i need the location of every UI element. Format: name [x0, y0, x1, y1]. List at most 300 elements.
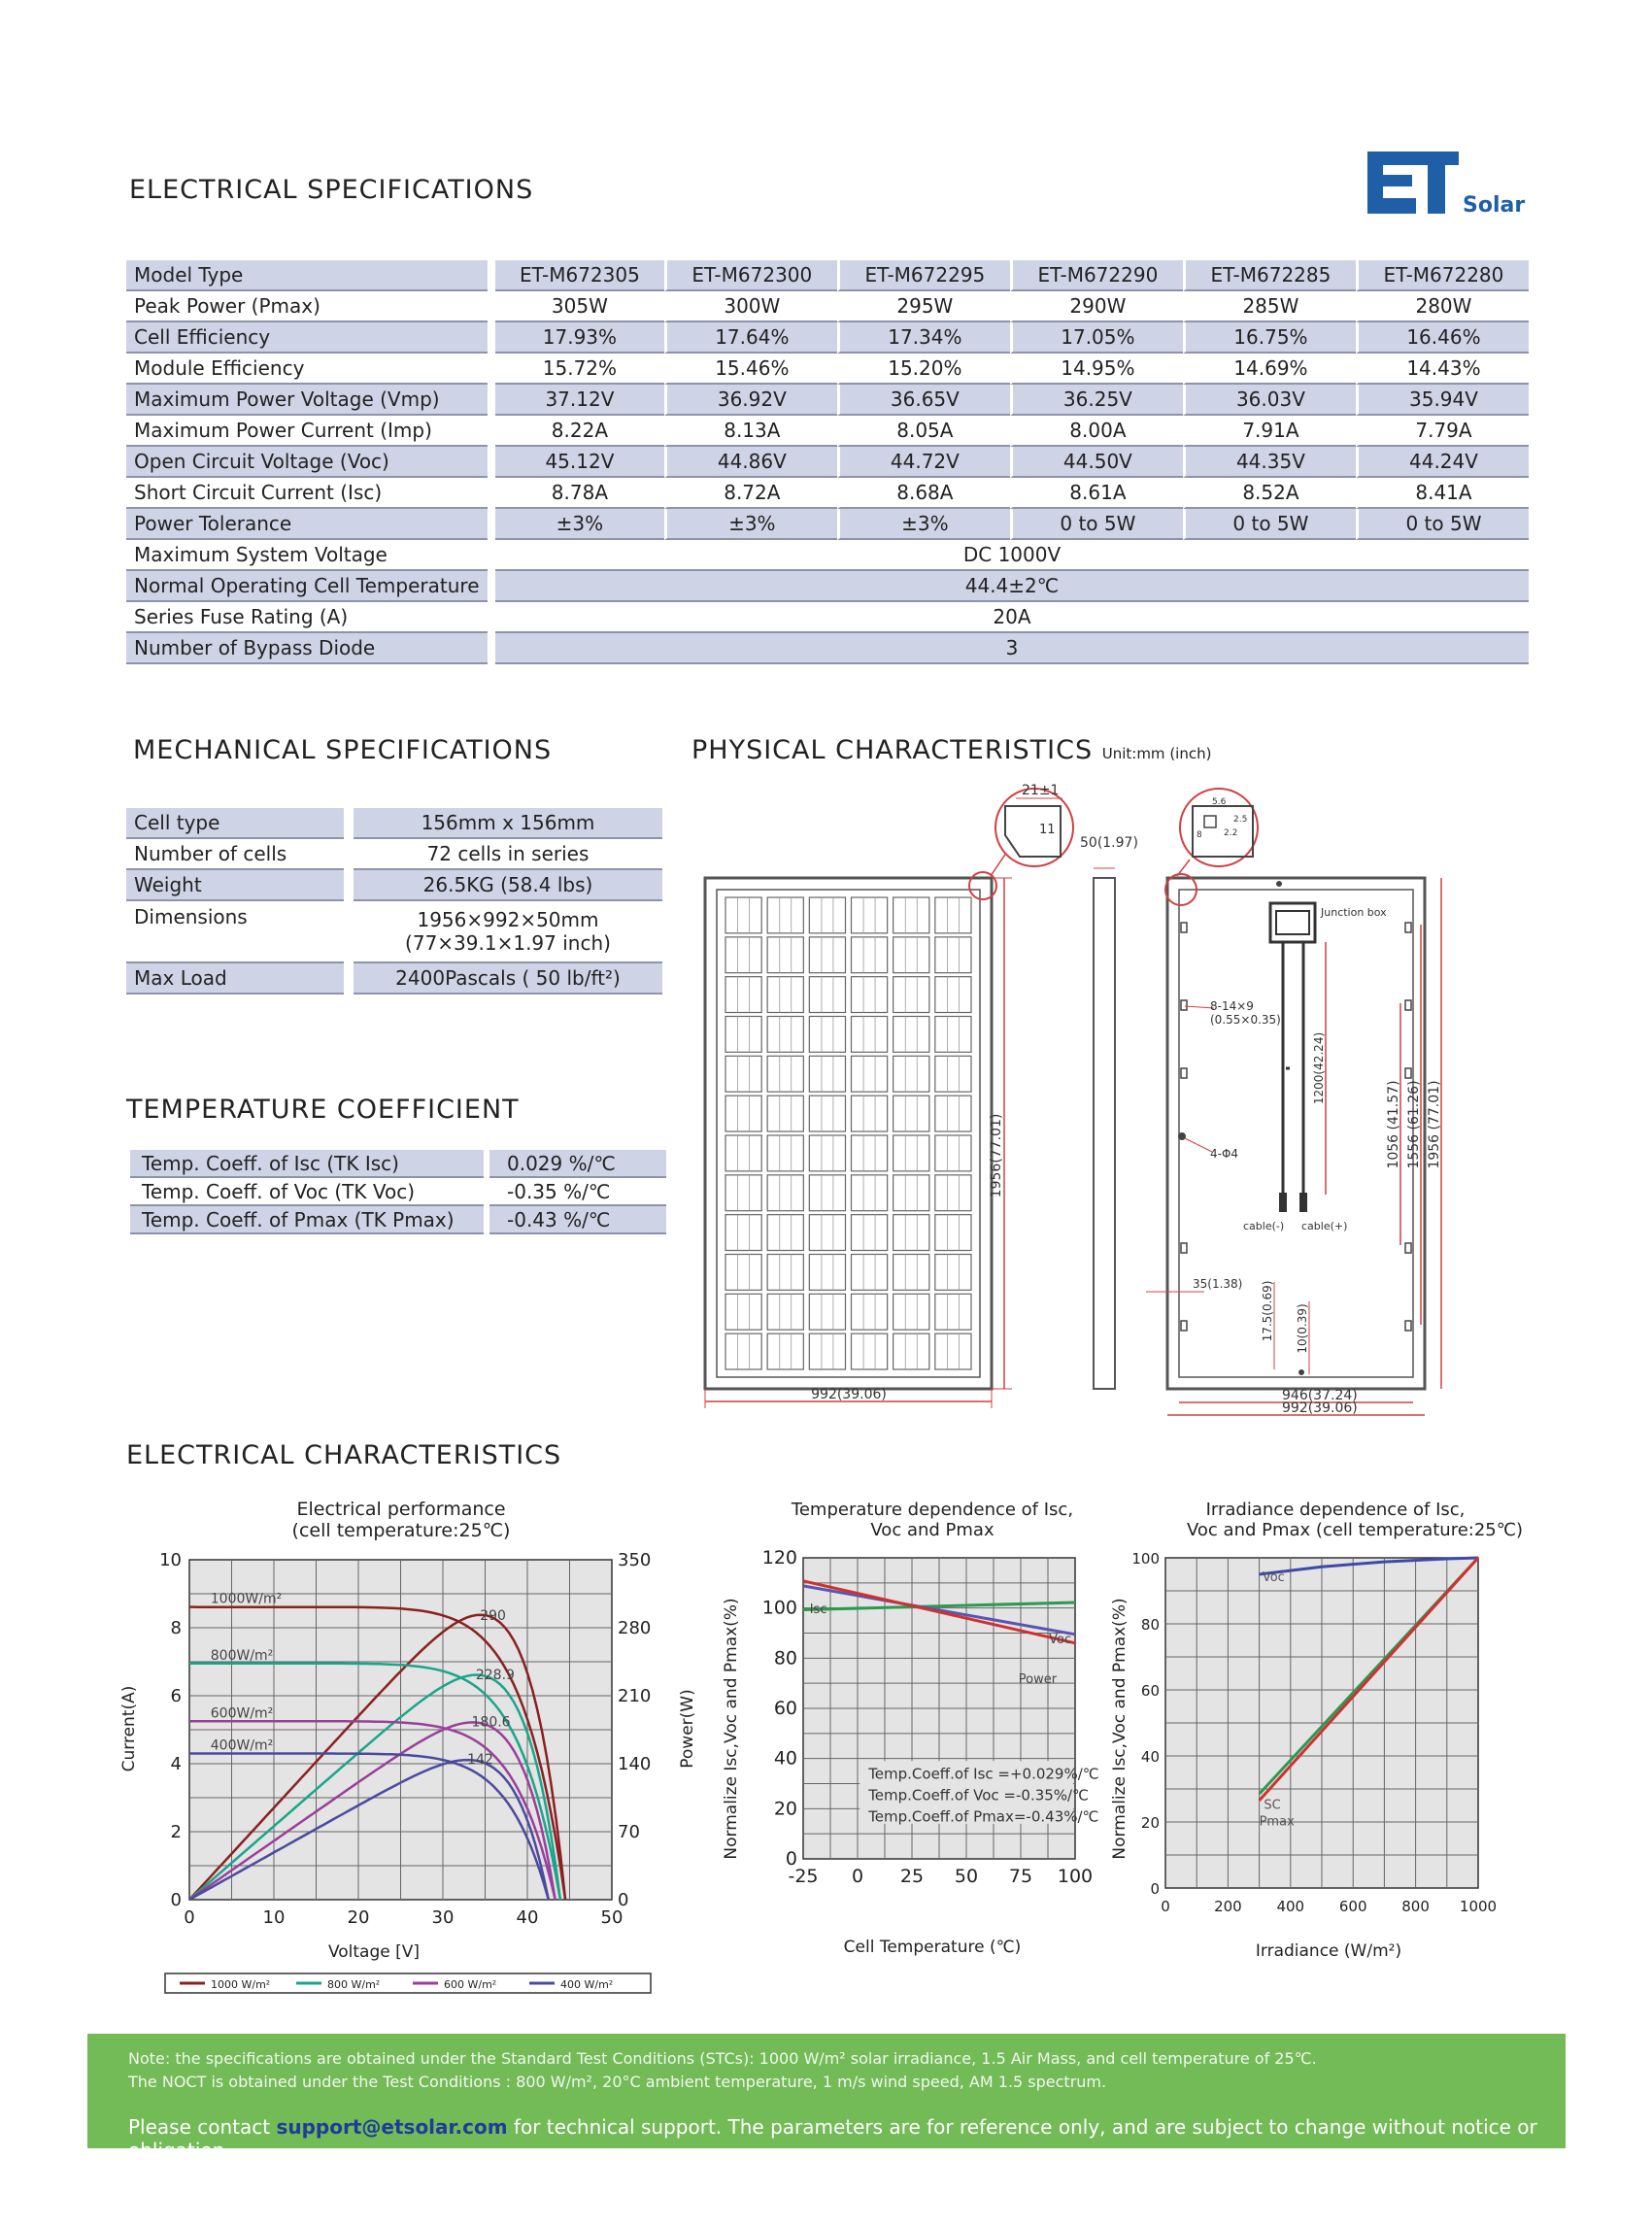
x-tick-label: 20 [347, 1907, 370, 1928]
electrical-performance-chart [107, 1496, 697, 2001]
irradiance-curve-label: 1000W/m² [210, 1591, 283, 1607]
solar-cell [725, 897, 761, 933]
footer-banner [87, 2034, 1566, 2162]
solar-cell [725, 1135, 761, 1171]
mech-gap [344, 808, 354, 839]
x-tick-label: 40 [516, 1907, 539, 1928]
solar-cell [935, 1135, 971, 1171]
spec-value: 36.03V [1183, 385, 1356, 416]
irradiance-dependence-chart [1107, 1496, 1534, 1962]
solar-cell [725, 1096, 761, 1131]
solar-cell [852, 1175, 888, 1211]
spec-gap [488, 322, 495, 354]
solar-cell [893, 1056, 929, 1092]
back-corner-dim-b: 8 [1197, 830, 1202, 840]
solar-cell [725, 1017, 761, 1053]
temp-coeff-label: Temp. Coeff. of Pmax (TK Pmax) [130, 1206, 484, 1234]
logo-word: Solar [1463, 193, 1526, 218]
solar-cell [725, 1175, 761, 1211]
spec-label: Series Fuse Rating (A) [126, 602, 488, 633]
x-tick-label: 0 [1161, 1898, 1170, 1915]
edge-35-dim: 35(1.38) [1193, 1277, 1243, 1291]
legend-label: 1000 W/m² [211, 1978, 271, 1991]
y-tick-label: 80 [1140, 1616, 1160, 1634]
spec-label: Model Type [126, 260, 488, 291]
solar-cell [852, 977, 888, 1013]
y-tick-label: 120 [761, 1547, 797, 1568]
y-tick-label: 20 [1140, 1814, 1160, 1832]
spec-value: 37.12V [495, 385, 664, 416]
legend-label: 600 W/m² [444, 1978, 497, 1991]
logo-t-shape [1416, 152, 1459, 214]
slot-dim: 8-14×9 [1210, 999, 1254, 1013]
spec-value: 290W [1010, 291, 1183, 322]
solar-cell [893, 1096, 929, 1131]
spec-row [126, 447, 1529, 478]
x-tick-label: -25 [788, 1866, 819, 1887]
x-tick-label: 10 [262, 1907, 286, 1928]
solar-cell [935, 937, 971, 973]
spec-row [126, 633, 1529, 664]
solar-cell [767, 1215, 803, 1251]
spec-label: Cell Efficiency [126, 322, 488, 354]
spec-value: 45.12V [495, 447, 664, 478]
solar-cell [809, 1333, 845, 1369]
chart2-ylabel: Normalize Isc,Voc and Pmax(%) [722, 1598, 741, 1860]
spec-value: 17.34% [837, 322, 1010, 354]
model-name: ET-M672295 [837, 260, 1010, 291]
temperature-dependence-chart [680, 1496, 1099, 1962]
y2-tick-label: 140 [618, 1754, 652, 1774]
spec-value: ±3% [495, 509, 664, 540]
front-width-dim: 992(39.06) [811, 1387, 887, 1402]
spec-gap [488, 416, 495, 447]
spec-value: 8.72A [664, 478, 837, 509]
logo-e-shape [1367, 152, 1416, 214]
spec-value: 7.79A [1356, 416, 1529, 447]
x-tick-label: 30 [431, 1907, 455, 1928]
solar-cell [893, 1215, 929, 1251]
temp-coeff-row [130, 1178, 666, 1206]
spec-value: 305W [495, 291, 664, 322]
spec-value: 16.75% [1183, 322, 1356, 354]
spec-value: 8.13A [664, 416, 837, 447]
y-tick-label: 0 [170, 1890, 182, 1910]
solar-cell [852, 1215, 888, 1251]
peak-power-label: 142 [467, 1752, 493, 1768]
spec-value: ±3% [837, 509, 1010, 540]
spec-gap [488, 447, 495, 478]
spec-gap [488, 478, 495, 509]
mech-label: Dimensions [126, 901, 344, 963]
spec-value: 16.46% [1356, 322, 1529, 354]
solar-cell [725, 1333, 761, 1369]
x-tick-label: 50 [600, 1907, 624, 1928]
y-tick-label: 2 [170, 1822, 182, 1842]
chart2-subtitle: Voc and Pmax [870, 1520, 995, 1540]
spec-value: 8.22A [495, 416, 664, 447]
front-height-dim: 1956(77.01) [989, 1113, 1004, 1198]
solar-cell [809, 937, 845, 973]
corner-dim-b: 11 [1039, 823, 1056, 837]
y-tick-label: 100 [1131, 1550, 1160, 1568]
spec-row [126, 291, 1529, 322]
mech-value: 156mm x 156mm [354, 808, 662, 839]
legend-label: 800 W/m² [327, 1978, 381, 1991]
solar-cell [893, 977, 929, 1013]
spec-value: 14.95% [1010, 354, 1183, 385]
y2-tick-label: 350 [618, 1550, 652, 1570]
y-tick-label: 8 [170, 1618, 182, 1638]
spec-value: 17.05% [1010, 322, 1183, 354]
solar-cell [809, 897, 845, 933]
temp-coeff-value: -0.35 %/℃ [489, 1178, 666, 1206]
solar-cell [725, 1294, 761, 1330]
back-corner-dim-c: 2.2 [1224, 828, 1238, 838]
mechanical-specs-table [126, 808, 662, 995]
electrical-chars-heading: ELECTRICAL CHARACTERISTICS [126, 1440, 562, 1470]
x-tick-label: 600 [1338, 1898, 1367, 1915]
solar-cell [935, 977, 971, 1013]
chart3-title: Irradiance dependence of Isc, [1205, 1500, 1466, 1520]
irradiance-curve-label: 400W/m² [210, 1737, 274, 1754]
x-tick-label: 0 [851, 1866, 864, 1887]
spec-value: 8.00A [1010, 416, 1183, 447]
spec-value: 14.69% [1183, 354, 1356, 385]
series-label: Power [1018, 1672, 1058, 1688]
solar-cell [809, 1255, 845, 1291]
spec-row-model-type [126, 260, 1529, 291]
spec-label: Maximum System Voltage [126, 540, 488, 571]
solar-cell [809, 1096, 845, 1131]
mech-row [126, 901, 662, 963]
cable-length-dim: 1200(42.24) [1312, 1031, 1326, 1105]
spec-label: Number of Bypass Diode [126, 633, 488, 664]
chart2-title: Temperature dependence of Isc, [791, 1500, 1074, 1520]
series-label: Voc [1049, 1632, 1072, 1647]
solar-cell [893, 897, 929, 933]
model-name: ET-M672285 [1183, 260, 1356, 291]
cable-positive-label: cable(+) [1301, 1220, 1348, 1232]
spec-gap [488, 602, 495, 633]
slot-dim-inch: (0.55×0.35) [1210, 1013, 1281, 1027]
y-tick-label: 100 [761, 1597, 797, 1619]
mech-label: Weight [126, 870, 344, 901]
mech-gap [344, 839, 354, 870]
mech-row [126, 963, 662, 995]
side-view [1080, 835, 1138, 1389]
width-946-dim: 946(37.24) [1282, 1388, 1358, 1403]
solar-cell [935, 1096, 971, 1131]
y-tick-label: 0 [1150, 1880, 1160, 1898]
spec-label: Maximum Power Current (Imp) [126, 416, 488, 447]
chart1-title: Electrical performance [296, 1499, 506, 1520]
solar-cell [809, 1215, 845, 1251]
junction-box-label: Junction box [1321, 906, 1387, 919]
solar-cell [893, 1017, 929, 1053]
series-label: Isc [809, 1602, 827, 1617]
solar-cell [935, 1294, 971, 1330]
spec-value: 7.91A [1183, 416, 1356, 447]
chart2-xlabel: Cell Temperature (℃) [843, 1938, 1022, 1957]
x-tick-label: 75 [1008, 1866, 1033, 1887]
temp-coeff-label: Temp. Coeff. of Voc (TK Voc) [130, 1178, 484, 1206]
footer-note-stc: Note: the specifications are obtained under the Standard Test Conditions (STCs): 1000 W/m² solar irradiance, 1.5 Air Mass, and cell temperature of 25℃. [128, 2049, 1317, 2068]
x-tick-label: 0 [184, 1907, 195, 1928]
back-corner-dim-a: 5.6 [1212, 797, 1227, 807]
back-corner-dim-d: 2.5 [1233, 815, 1248, 825]
et-solar-logo [1360, 146, 1534, 223]
spec-row [126, 602, 1529, 633]
solar-cell [725, 1056, 761, 1092]
spec-value: 0 to 5W [1356, 509, 1529, 540]
solar-cell [935, 1255, 971, 1291]
logo-mark [1360, 146, 1534, 223]
spec-value: 8.61A [1010, 478, 1183, 509]
solar-cell [852, 1255, 888, 1291]
spec-value: 17.93% [495, 322, 664, 354]
y-tick-label: 4 [170, 1754, 182, 1774]
solar-cell [725, 977, 761, 1013]
footer-contact [128, 2115, 1566, 2162]
solar-cell [852, 897, 888, 933]
spec-label: Open Circuit Voltage (Voc) [126, 447, 488, 478]
model-name: ET-M672280 [1356, 260, 1529, 291]
spec-value: 8.05A [837, 416, 1010, 447]
solar-cell [767, 1333, 803, 1369]
spec-label: Short Circuit Current (Isc) [126, 478, 488, 509]
solar-cell [852, 1056, 888, 1092]
solar-cell [893, 1135, 929, 1171]
spec-value: 20A [495, 602, 1529, 633]
support-email-link[interactable]: support@etsolar.com [276, 2115, 508, 2139]
irradiance-curve-label: 600W/m² [210, 1705, 274, 1722]
legend-label: 400 W/m² [560, 1978, 614, 1991]
x-tick-label: 50 [954, 1866, 979, 1887]
solar-cell [893, 937, 929, 973]
mech-label: Number of cells [126, 839, 344, 870]
y-tick-label: 80 [773, 1647, 797, 1670]
spec-gap [488, 540, 495, 571]
mech-value-line1: 1956×992×50mm [417, 908, 599, 931]
solar-cell [767, 977, 803, 1013]
x-tick-label: 400 [1276, 1898, 1305, 1915]
mech-value [354, 901, 662, 963]
spec-value: 44.50V [1010, 447, 1183, 478]
physical-unit: Unit:mm (inch) [1101, 745, 1212, 762]
x-tick-label: 800 [1401, 1898, 1430, 1915]
irradiance-curve-label: 800W/m² [210, 1647, 274, 1664]
solar-cell [893, 1255, 929, 1291]
spec-label: Maximum Power Voltage (Vmp) [126, 385, 488, 416]
solar-cell [767, 1255, 803, 1291]
mech-label: Max Load [126, 963, 344, 995]
solar-cell [852, 937, 888, 973]
spec-gap [488, 571, 495, 602]
solar-cell [809, 1056, 845, 1092]
spec-value: 44.4±2℃ [495, 571, 1529, 602]
cable-negative-label: cable(-) [1243, 1220, 1285, 1232]
chart1-ylabel: Current(A) [119, 1685, 139, 1772]
y2-tick-label: 280 [618, 1618, 652, 1638]
solar-cell [893, 1333, 929, 1369]
x-tick-label: 1000 [1459, 1898, 1498, 1915]
footer-note-noct: The NOCT is obtained under the Test Conditions : 800 W/m², 20°C ambient temperature, 1 m/s wind speed, AM 1.5 spectrum. [128, 2073, 1107, 2091]
mount-1556-dim: 1556 (61.26) [1406, 1080, 1422, 1169]
temp-coeff-label: Temp. Coeff. of Isc (TK Isc) [130, 1150, 484, 1178]
mech-row [126, 839, 662, 870]
solar-cell [767, 937, 803, 973]
spec-row [126, 416, 1529, 447]
spec-value: DC 1000V [495, 540, 1529, 571]
spec-value: 285W [1183, 291, 1356, 322]
mech-value: 72 cells in series [354, 839, 662, 870]
mech-label: Cell type [126, 808, 344, 839]
solar-cell [767, 1294, 803, 1330]
x-tick-label: 100 [1057, 1866, 1094, 1887]
y-tick-label: 60 [1140, 1682, 1160, 1700]
mechanical-specs-heading: MECHANICAL SPECIFICATIONS [133, 735, 553, 765]
temp-coeff-value: -0.43 %/℃ [489, 1206, 666, 1234]
temp-coeff-value: 0.029 %/℃ [489, 1150, 666, 1178]
solar-cell [852, 1333, 888, 1369]
y-tick-label: 0 [785, 1848, 797, 1870]
solar-cell [725, 937, 761, 973]
spec-label: Module Efficiency [126, 354, 488, 385]
y-tick-label: 10 [159, 1550, 182, 1570]
ground-hole-dim: 4-Φ4 [1210, 1147, 1239, 1161]
peak-power-label: 290 [480, 1608, 506, 1624]
y-tick-label: 40 [773, 1747, 797, 1770]
solar-cell [852, 1294, 888, 1330]
spec-value: 8.52A [1183, 478, 1356, 509]
spec-value: ±3% [664, 509, 837, 540]
solar-cell [809, 1017, 845, 1053]
y-tick-label: 20 [773, 1798, 797, 1820]
contact-suffix: for technical support. The parameters are for reference only, and are subject to change without notice or obligation. [128, 2115, 1537, 2162]
solar-cell [935, 1017, 971, 1053]
model-name: ET-M672305 [495, 260, 664, 291]
spec-value: 0 to 5W [1010, 509, 1183, 540]
y2-tick-label: 210 [618, 1686, 652, 1706]
back-height-dim: 1956 (77.01) [1427, 1080, 1442, 1169]
model-name: ET-M672300 [664, 260, 837, 291]
corner-dim-a: 21±1 [1022, 783, 1060, 798]
temp-coeff-table [130, 1150, 666, 1234]
spec-gap [488, 385, 495, 416]
spec-gap [488, 633, 495, 664]
chart3-ylabel: Normalize Isc,Voc and Pmax(%) [1110, 1598, 1129, 1860]
chart1-subtitle: (cell temperature:25℃) [291, 1520, 511, 1541]
spec-row [126, 385, 1529, 416]
spec-row [126, 540, 1529, 571]
series-label: Voc [1262, 1569, 1285, 1585]
spec-value: 44.86V [664, 447, 837, 478]
spec-value: 15.20% [837, 354, 1010, 385]
y-tick-label: 6 [170, 1686, 182, 1706]
solar-cell [767, 1017, 803, 1053]
solar-cell [767, 1135, 803, 1171]
solar-cell [809, 1135, 845, 1171]
peak-power-label: 228.9 [475, 1668, 515, 1684]
back-width-dim: 992(39.06) [1282, 1400, 1358, 1416]
spec-label: Normal Operating Cell Temperature [126, 571, 488, 602]
spec-value: 0 to 5W [1183, 509, 1356, 540]
spec-value: 36.92V [664, 385, 837, 416]
x-tick-label: 200 [1214, 1898, 1242, 1915]
spec-value: 36.65V [837, 385, 1010, 416]
spec-value: 35.94V [1356, 385, 1529, 416]
thickness-dim: 50(1.97) [1080, 835, 1138, 851]
y2-tick-label: 0 [618, 1890, 629, 1910]
physical-heading [691, 735, 1211, 765]
peak-power-label: 180.6 [471, 1714, 511, 1731]
solar-cell [809, 1175, 845, 1211]
spec-value: 280W [1356, 291, 1529, 322]
spec-row [126, 354, 1529, 385]
spec-value: 44.35V [1183, 447, 1356, 478]
series-label: SC [1264, 1798, 1281, 1813]
y-tick-label: 40 [1140, 1748, 1160, 1766]
solar-cell [809, 977, 845, 1013]
temp-coeff-row [130, 1206, 666, 1234]
x-tick-label: 25 [899, 1866, 925, 1887]
spec-row [126, 509, 1529, 540]
spec-gap [488, 260, 495, 291]
spec-value: 17.64% [664, 322, 837, 354]
mech-value-line2: (77×39.1×1.97 inch) [405, 931, 611, 955]
electrical-specs-heading: ELECTRICAL SPECIFICATIONS [129, 175, 534, 205]
edge-10-dim: 10(0.39) [1296, 1303, 1309, 1354]
solar-cell [725, 1215, 761, 1251]
solar-cell [935, 1175, 971, 1211]
spec-value: 295W [837, 291, 1010, 322]
y2-tick-label: 70 [618, 1822, 640, 1842]
spec-label: Peak Power (Pmax) [126, 291, 488, 322]
spec-row [126, 571, 1529, 602]
mech-value: 2400Pascals ( 50 lb/ft²) [354, 963, 662, 995]
spec-row [126, 478, 1529, 509]
solar-cell [893, 1175, 929, 1211]
module-drawing [680, 777, 1534, 1428]
spec-label: Power Tolerance [126, 509, 488, 540]
chart1-y2label: Power(W) [678, 1689, 697, 1769]
model-name: ET-M672290 [1010, 260, 1183, 291]
edge-175-dim: 17.5(0.69) [1261, 1280, 1274, 1342]
spec-value: 36.25V [1010, 385, 1183, 416]
series-label: Pmax [1259, 1814, 1295, 1830]
spec-value: 15.46% [664, 354, 837, 385]
temp-coeff-note: Temp.Coeff.of Pmax=-0.43%/℃ [868, 1807, 1099, 1826]
solar-cell [893, 1294, 929, 1330]
solar-cell [935, 1056, 971, 1092]
spec-gap [488, 354, 495, 385]
mount-1056-dim: 1056 (41.57) [1386, 1080, 1401, 1169]
solar-cell [852, 1135, 888, 1171]
mech-gap [344, 870, 354, 901]
spec-value: 44.24V [1356, 447, 1529, 478]
mech-row [126, 808, 662, 839]
electrical-specs-table [126, 260, 1529, 664]
temp-coeff-note: Temp.Coeff.of Isc =+0.029%/℃ [868, 1765, 1099, 1783]
solar-cell [767, 897, 803, 933]
spec-value: 3 [495, 633, 1529, 664]
contact-prefix: Please contact [128, 2115, 277, 2139]
spec-gap [488, 291, 495, 322]
spec-value: 300W [664, 291, 837, 322]
chart1-xlabel: Voltage [V] [327, 1942, 421, 1962]
spec-row [126, 322, 1529, 354]
